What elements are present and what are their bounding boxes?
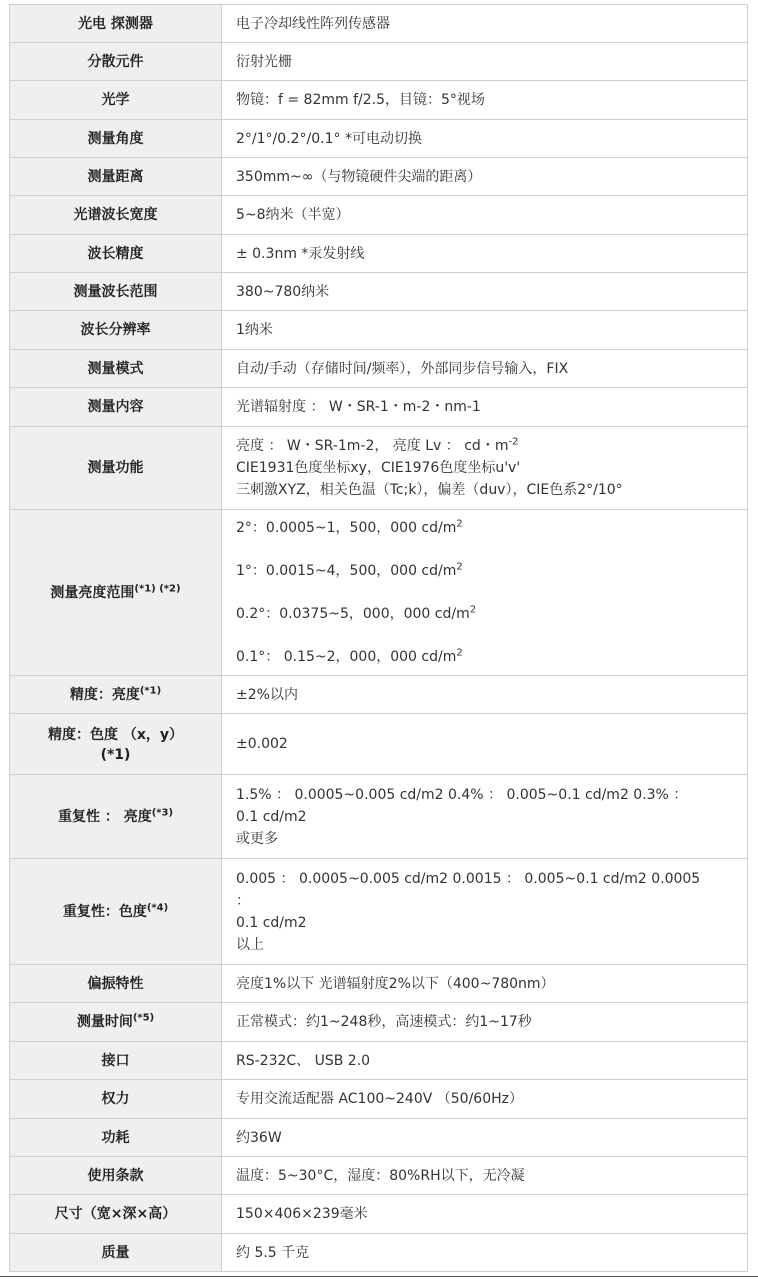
footnote-marker: (*5) bbox=[132, 1012, 155, 1024]
spec-value-cell bbox=[222, 1157, 748, 1195]
spec-row bbox=[10, 676, 748, 714]
spec-value: 380~780纳米 bbox=[236, 283, 330, 300]
spec-value-text: 三刺激XYZ，相关色温（Tc;k），偏差（duv），CIE色系2°/10° bbox=[236, 482, 623, 498]
spec-value-cell bbox=[222, 120, 748, 158]
spec-value-cell bbox=[222, 158, 748, 196]
spec-label: 光学 bbox=[101, 92, 130, 108]
spec-label-cell bbox=[10, 196, 222, 235]
spec-value: 专用交流适配器 AC100~240V （50/60Hz） bbox=[236, 1091, 523, 1107]
spec-value-line bbox=[236, 435, 737, 457]
spec-row bbox=[10, 1195, 748, 1234]
spec-label-cell bbox=[10, 775, 222, 859]
spec-value-cell bbox=[222, 81, 748, 120]
footnote-marker: (*1) (*2) bbox=[134, 582, 181, 594]
spec-label: 波长精度 bbox=[87, 245, 144, 262]
spec-value: 自动/手动（存储时间/频率），外部同步信号输入，FIX bbox=[236, 360, 569, 377]
spec-value-line bbox=[236, 828, 737, 850]
spec-value-cell bbox=[222, 510, 748, 676]
spec-value-line bbox=[236, 912, 737, 934]
footnote-marker: (*1) bbox=[139, 684, 162, 696]
spec-label-cell bbox=[10, 965, 222, 1003]
spec-row bbox=[10, 235, 748, 273]
spec-value-text: 亮度 ： W・SR-1m-2， 亮度 Lv ： cd・m bbox=[236, 438, 509, 454]
spec-value-lines bbox=[236, 517, 737, 668]
spec-label-cell bbox=[10, 1080, 222, 1119]
spec-value-cell bbox=[222, 1080, 748, 1119]
spec-value: 约 5.5 千克 bbox=[236, 1244, 310, 1261]
spec-label-cell bbox=[10, 1042, 222, 1080]
spec-label-cell bbox=[10, 714, 222, 775]
spec-label: 测量亮度范围 bbox=[50, 584, 135, 601]
spec-row bbox=[10, 1042, 748, 1080]
spec-label: 光电 探测器 bbox=[78, 15, 153, 32]
spec-value-cell bbox=[222, 235, 748, 273]
spec-value-cell bbox=[222, 5, 748, 43]
spec-label-cell bbox=[10, 1234, 222, 1272]
spec-row bbox=[10, 714, 748, 775]
spec-value-lines bbox=[236, 868, 737, 956]
spec-label-cell bbox=[10, 1157, 222, 1195]
spec-row bbox=[10, 81, 748, 120]
spec-label: 测量内容 bbox=[87, 399, 144, 415]
spec-value-cell bbox=[222, 775, 748, 859]
spec-value-line bbox=[236, 517, 737, 539]
spec-row bbox=[10, 388, 748, 427]
spec-value-cell bbox=[222, 1195, 748, 1234]
spec-value: 约36W bbox=[236, 1129, 282, 1146]
spec-value: ±0.002 bbox=[236, 736, 288, 752]
superscript: -2 bbox=[508, 436, 519, 448]
spec-value-lines bbox=[236, 784, 737, 850]
spec-row bbox=[10, 120, 748, 158]
spec-label-cell bbox=[10, 120, 222, 158]
spec-label: 重复性：色度 bbox=[62, 903, 147, 920]
spec-label-cell bbox=[10, 350, 222, 388]
spec-value: 正常模式：约1~248秒，高速模式：约1~17秒 bbox=[236, 1014, 532, 1030]
spec-value-text: CIE1931色度坐标xy，CIE1976色度坐标u'v' bbox=[236, 460, 521, 476]
spec-label: 测量角度 bbox=[87, 130, 144, 147]
spec-value-text: 0.1 cd/m2 bbox=[236, 914, 307, 931]
spec-value: 光谱辐射度 ： W・SR-1・m-2・nm-1 bbox=[236, 399, 481, 415]
spec-value-line bbox=[236, 806, 737, 828]
spec-label-cell bbox=[10, 311, 222, 350]
spec-label: 测量模式 bbox=[87, 360, 144, 377]
spec-value-text: 1.5% ： 0.0005~0.005 cd/m2 0.4% ： 0.005~0.1 cd/m2 0.3% ： bbox=[236, 786, 688, 803]
spec-value-cell bbox=[222, 965, 748, 1003]
spec-value: 亮度1%以下 光谱辐射度2%以下（400~780nm） bbox=[236, 975, 555, 992]
spec-row bbox=[10, 510, 748, 676]
spec-label-cell bbox=[10, 235, 222, 273]
spec-row bbox=[10, 5, 748, 43]
spec-value-cell bbox=[222, 676, 748, 714]
spec-value-text: 以上 bbox=[236, 936, 264, 953]
spec-value: 温度：5~30°C，湿度：80%RH以下，无冷凝 bbox=[236, 1167, 525, 1184]
spec-row bbox=[10, 311, 748, 350]
spec-value-line bbox=[236, 868, 737, 890]
spec-label: 精度：色度 （x，y） bbox=[47, 727, 184, 743]
superscript: 2 bbox=[456, 518, 463, 530]
spec-label: 权力 bbox=[101, 1091, 130, 1107]
spec-value: 350mm~∞（与物镜硬件尖端的距离） bbox=[236, 168, 482, 185]
spec-row bbox=[10, 43, 748, 81]
spec-value: 衍射光栅 bbox=[236, 53, 292, 70]
spec-label-cell bbox=[10, 859, 222, 965]
spec-value-cell bbox=[222, 859, 748, 965]
spec-value-text: 0.1°： 0.15~2，000，000 cd/m bbox=[236, 649, 457, 665]
spec-value-cell bbox=[222, 388, 748, 427]
spec-value-cell bbox=[222, 311, 748, 350]
spec-row bbox=[10, 196, 748, 235]
footnote-marker: (*4) bbox=[146, 901, 169, 913]
spec-label: 重复性 ： 亮度 bbox=[57, 808, 152, 825]
spec-label-cell bbox=[10, 676, 222, 714]
spec-label: 测量功能 bbox=[87, 460, 144, 476]
spec-value-text: ： bbox=[236, 892, 250, 909]
spec-value: ± 0.3nm *汞发射线 bbox=[236, 245, 365, 262]
spec-row bbox=[10, 859, 748, 965]
spec-value-line bbox=[236, 479, 737, 501]
spec-label-cell bbox=[10, 43, 222, 81]
footnote-marker: (*3) bbox=[151, 806, 174, 818]
spec-value-text: 0.1 cd/m2 bbox=[236, 808, 307, 825]
spec-row bbox=[10, 273, 748, 311]
spec-value-lines bbox=[236, 435, 737, 501]
bottom-divider bbox=[0, 1276, 758, 1277]
spec-value-text: 或更多 bbox=[236, 830, 278, 847]
spec-value-text: 0.2°：0.0375~5，000，000 cd/m bbox=[236, 606, 470, 622]
spec-value-cell bbox=[222, 196, 748, 235]
spec-value-line bbox=[236, 603, 737, 625]
spec-value-text: 0.005 ： 0.0005~0.005 cd/m2 0.0015 ： 0.005~0.1 cd/m2 0.0005 bbox=[236, 870, 701, 887]
spec-value-cell bbox=[222, 273, 748, 311]
spec-row bbox=[10, 158, 748, 196]
spec-row bbox=[10, 1234, 748, 1272]
spec-row bbox=[10, 1003, 748, 1042]
spec-row bbox=[10, 427, 748, 510]
spec-value-line bbox=[236, 784, 737, 806]
spec-label: 精度：亮度 bbox=[69, 686, 140, 703]
spec-label: 质量 bbox=[101, 1244, 130, 1261]
spec-label: 使用条款 bbox=[87, 1167, 144, 1184]
spec-value-cell bbox=[222, 1042, 748, 1080]
spec-label-cell bbox=[10, 273, 222, 311]
superscript: 2 bbox=[469, 604, 477, 616]
spec-value: ±2%以内 bbox=[236, 686, 298, 703]
spec-value-line bbox=[236, 934, 737, 956]
spec-table-body bbox=[10, 5, 748, 1272]
spec-label: 偏振特性 bbox=[87, 975, 144, 992]
spec-label-cell bbox=[10, 158, 222, 196]
spec-label: 测量距离 bbox=[87, 168, 144, 185]
spec-label-cell bbox=[10, 1003, 222, 1042]
spec-label-cell bbox=[10, 388, 222, 427]
spec-label: 分散元件 bbox=[87, 53, 144, 70]
spec-value-line bbox=[236, 890, 737, 912]
spec-label-cell bbox=[10, 1195, 222, 1234]
spec-value: 5~8纳米（半宽） bbox=[236, 207, 350, 223]
spec-label: 波长分辨率 bbox=[80, 322, 151, 338]
spec-value-text: 2°：0.0005~1，500，000 cd/m bbox=[236, 520, 457, 536]
spec-value: 2°/1°/0.2°/0.1° *可电动切换 bbox=[236, 130, 422, 147]
spec-label: 接口 bbox=[101, 1052, 130, 1069]
spec-label: 测量时间 bbox=[76, 1014, 133, 1030]
spec-value: RS-232C、 USB 2.0 bbox=[236, 1052, 371, 1069]
spec-value-cell bbox=[222, 1119, 748, 1157]
spec-value-cell bbox=[222, 350, 748, 388]
spec-label-cell bbox=[10, 427, 222, 510]
spec-row bbox=[10, 1119, 748, 1157]
spec-value-cell bbox=[222, 427, 748, 510]
spec-value: 1纳米 bbox=[236, 322, 273, 338]
spec-value-line bbox=[236, 646, 737, 668]
spec-value-cell bbox=[222, 1003, 748, 1042]
spec-row bbox=[10, 775, 748, 859]
spec-value: 物镜：f = 82mm f/2.5，目镜：5°视场 bbox=[236, 92, 485, 108]
spec-label-cell bbox=[10, 1119, 222, 1157]
spec-value-text: 1°：0.0015~4，500，000 cd/m bbox=[236, 563, 457, 579]
spec-label: 尺寸（宽×深×高） bbox=[54, 1206, 177, 1222]
spec-row bbox=[10, 1080, 748, 1119]
spec-value-line bbox=[236, 457, 737, 479]
spec-value-line bbox=[236, 560, 737, 582]
superscript: 2 bbox=[456, 561, 463, 573]
spec-row bbox=[10, 965, 748, 1003]
spec-label: 功耗 bbox=[101, 1129, 130, 1146]
superscript: 2 bbox=[456, 647, 463, 659]
spec-value-cell bbox=[222, 43, 748, 81]
spec-value-cell bbox=[222, 714, 748, 775]
spec-label: 光谱波长宽度 bbox=[73, 207, 158, 223]
spec-row bbox=[10, 350, 748, 388]
spec-label: 测量波长范围 bbox=[73, 283, 158, 300]
spec-label-cell bbox=[10, 510, 222, 676]
spec-label-cell bbox=[10, 81, 222, 120]
footnote-marker: (*1) bbox=[100, 747, 131, 763]
spec-value: 电子冷却线性阵列传感器 bbox=[236, 15, 390, 32]
spec-table bbox=[9, 4, 748, 1272]
spec-value-cell bbox=[222, 1234, 748, 1272]
spec-value: 150×406×239毫米 bbox=[236, 1206, 368, 1222]
spec-label-cell bbox=[10, 5, 222, 43]
spec-row bbox=[10, 1157, 748, 1195]
